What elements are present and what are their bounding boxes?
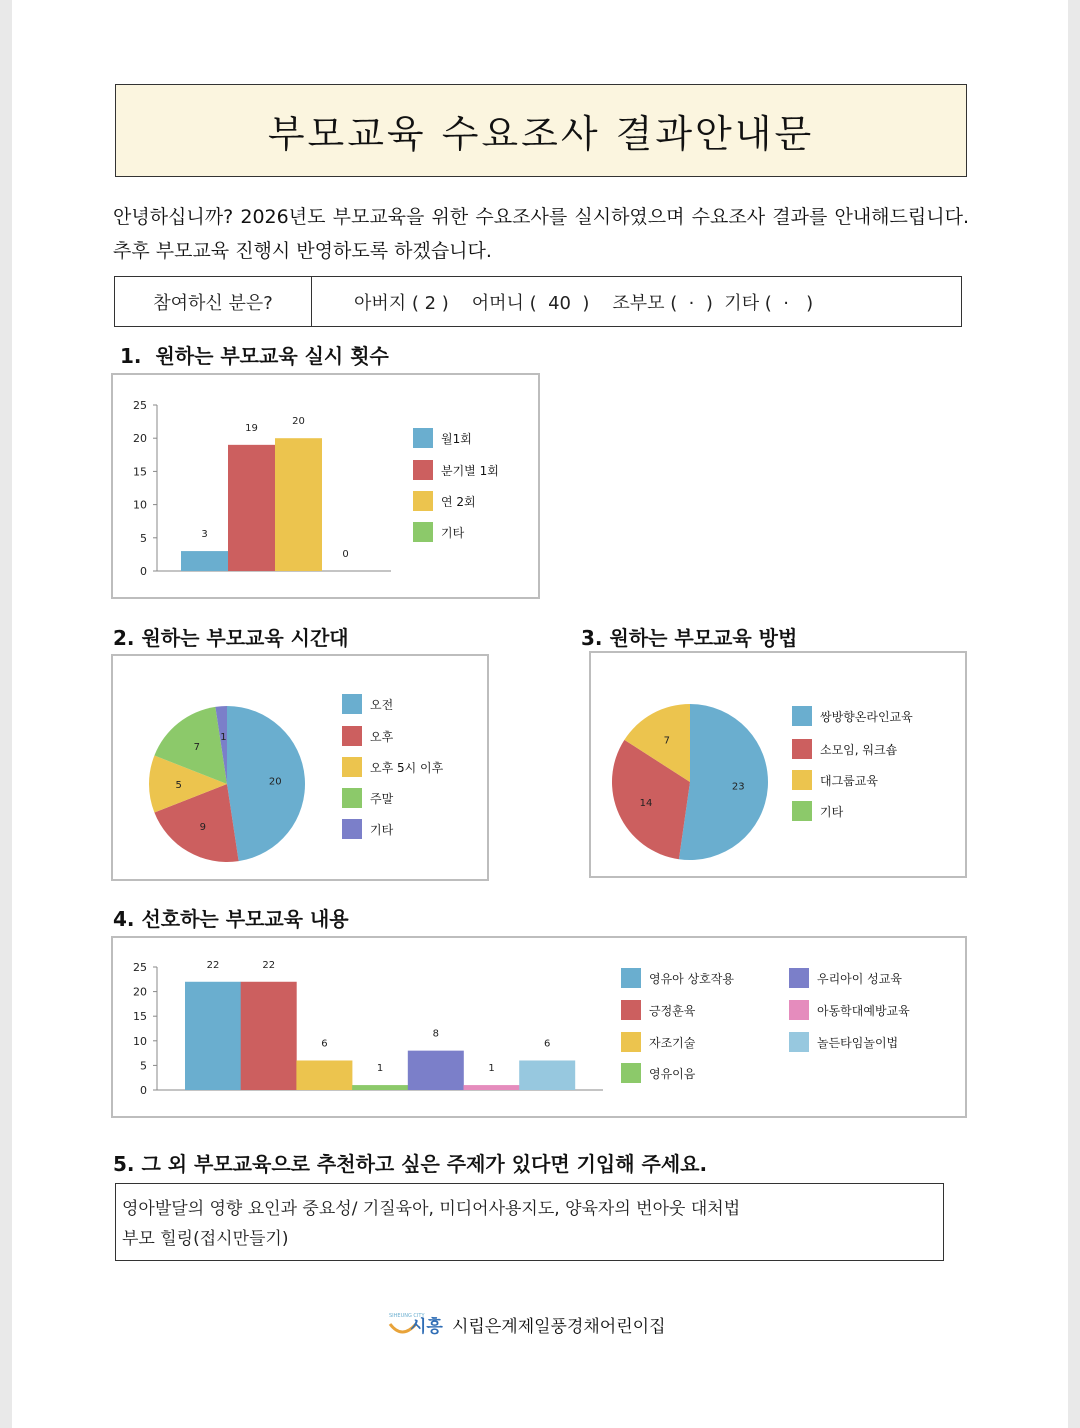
bar	[275, 438, 322, 571]
legend-swatch	[789, 1032, 809, 1052]
legend-item	[413, 491, 476, 511]
data-label: 8	[432, 1028, 439, 1040]
logo-text: 시흥	[410, 1317, 443, 1337]
legend-label: 긍정훈육	[649, 1003, 696, 1018]
bar	[296, 1060, 352, 1090]
legend-label: 우리아이 성교육	[817, 971, 902, 986]
y-tick-label: 5	[140, 1059, 147, 1073]
legend-swatch	[621, 968, 641, 988]
data-label: 22	[262, 959, 276, 971]
section-3-heading: 3. 원하는 부모교육 방법	[581, 626, 798, 650]
data-label: 22	[206, 959, 220, 971]
slice-label: 14	[639, 798, 653, 810]
data-label: 6	[544, 1038, 551, 1050]
legend-item	[342, 694, 393, 714]
legend-label: 놀든타임놀이법	[817, 1035, 899, 1050]
data-label: 20	[292, 416, 305, 428]
legend-label: 소모임, 워크숍	[820, 742, 898, 757]
chart-content	[111, 936, 967, 1118]
legend-item	[413, 460, 499, 480]
legend-swatch	[789, 968, 809, 988]
bar	[228, 445, 275, 571]
legend-label: 기타	[370, 822, 394, 837]
legend-item	[413, 428, 472, 448]
y-tick-label: 0	[140, 1084, 147, 1097]
participants-values: 아버지 ( 2 ) 어머니 ( 40 ) 조부모 ( · ) 기타 ( · )	[354, 292, 814, 314]
data-label: 3	[201, 529, 208, 541]
section-1-heading: 1. 원하는 부모교육 실시 횟수	[120, 344, 389, 368]
legend-swatch	[792, 706, 812, 726]
slice-label: 1	[220, 731, 227, 743]
chart-timeslot	[111, 654, 489, 881]
legend-swatch	[413, 491, 433, 511]
legend-swatch	[789, 1000, 809, 1020]
legend-swatch	[792, 739, 812, 759]
legend-item	[621, 968, 734, 988]
legend-label: 기타	[820, 804, 844, 819]
chart-method	[589, 651, 967, 878]
legend-item	[342, 819, 393, 839]
legend-label: 기타	[441, 525, 465, 540]
y-tick-label: 25	[133, 961, 147, 974]
bar	[464, 1085, 520, 1090]
data-label: 6	[321, 1038, 328, 1050]
legend-item	[792, 801, 843, 821]
y-tick-label: 15	[133, 1010, 147, 1024]
data-label: 19	[245, 422, 258, 434]
legend-label: 쌍방향온라인교육	[820, 709, 913, 724]
y-tick-label: 25	[133, 399, 147, 412]
y-tick-label: 10	[133, 498, 147, 512]
legend-item	[792, 739, 897, 759]
bar	[519, 1060, 575, 1090]
legend-swatch	[342, 726, 362, 746]
legend-label: 월1회	[441, 431, 472, 446]
free-answer-line-2: 부모 힐링(접시만들기)	[122, 1229, 289, 1249]
legend-swatch	[413, 460, 433, 480]
legend-swatch	[413, 428, 433, 448]
free-answer-box	[115, 1183, 944, 1261]
bar	[181, 551, 228, 571]
slice-label: 7	[663, 735, 671, 747]
logo-small-text: SIHEUNG CITY	[389, 1313, 425, 1319]
legend-swatch	[792, 770, 812, 790]
bar	[185, 982, 241, 1090]
legend-item	[342, 726, 393, 746]
slice-label: 5	[175, 780, 182, 791]
slice-label: 20	[268, 776, 282, 788]
legend-item	[792, 770, 878, 790]
legend-label: 대그룹교육	[820, 773, 878, 788]
section-5-heading: 5. 그 외 부모교육으로 추천하고 싶은 주제가 있다면 기입해 주세요.	[113, 1152, 708, 1176]
legend-item	[789, 968, 902, 988]
pie-slice	[679, 704, 768, 860]
slice-label: 23	[731, 781, 745, 793]
chart-svg	[113, 375, 538, 597]
legend-swatch	[342, 819, 362, 839]
legend-label: 오후	[370, 729, 394, 744]
legend-label: 연 2회	[441, 494, 476, 509]
legend-label: 영유이음	[649, 1066, 696, 1081]
y-tick-label: 20	[133, 985, 147, 999]
footer	[388, 1310, 666, 1338]
legend-item	[342, 757, 443, 777]
data-label: 1	[376, 1063, 384, 1075]
legend-item	[621, 1000, 695, 1020]
section-2-heading: 2. 원하는 부모교육 시간대	[113, 626, 349, 650]
legend-item	[621, 1032, 695, 1052]
legend-swatch	[621, 1063, 641, 1083]
y-tick-label: 0	[140, 565, 147, 578]
legend-item	[621, 1063, 695, 1083]
data-label: 1	[488, 1063, 495, 1075]
participants-table	[114, 276, 962, 327]
chart-svg	[113, 938, 965, 1116]
y-tick-label: 20	[133, 432, 147, 446]
siheung-logo-icon	[388, 1310, 448, 1338]
data-label: 0	[342, 549, 349, 560]
legend-item	[342, 788, 393, 808]
chart-svg	[591, 653, 965, 876]
section-4-heading: 4. 선호하는 부모교육 내용	[113, 907, 349, 931]
y-tick-label: 15	[133, 465, 147, 479]
legend-swatch	[621, 1032, 641, 1052]
legend-label: 자조기술	[649, 1035, 696, 1050]
legend-item	[789, 1000, 910, 1020]
slice-label: 9	[199, 821, 207, 833]
intro-paragraph: 안녕하십니까? 2026년도 부모교육을 위한 수요조사를 실시하였으며 수요조사 결과를 안내해드립니다. 추후 부모교육 진행시 반영하도록 하겠습니다.	[113, 206, 969, 262]
legend-swatch	[413, 522, 433, 542]
document-title: 부모교육 수요조사 결과안내문	[115, 84, 967, 177]
legend-swatch	[342, 694, 362, 714]
pie-slice	[227, 706, 305, 861]
legend-label: 영유아 상호작용	[649, 971, 734, 986]
bar	[352, 1085, 408, 1090]
slice-label: 7	[193, 742, 201, 754]
legend-item	[792, 706, 913, 726]
chart-frequency	[111, 373, 540, 599]
legend-label: 오전	[370, 697, 394, 712]
legend-label: 아동학대예방교육	[817, 1003, 910, 1018]
organization-name: 시립은계제일풍경채어린이집	[452, 1316, 666, 1337]
y-tick-label: 10	[133, 1034, 147, 1048]
bar	[408, 1051, 464, 1090]
legend-swatch	[792, 801, 812, 821]
y-tick-label: 5	[140, 531, 147, 545]
legend-swatch	[342, 788, 362, 808]
participants-label: 참여하신 분은?	[115, 277, 312, 326]
legend-label: 오후 5시 이후	[370, 760, 444, 775]
legend-item	[413, 522, 464, 542]
legend-label: 주말	[370, 791, 394, 806]
legend-swatch	[342, 757, 362, 777]
legend-swatch	[621, 1000, 641, 1020]
legend-label: 분기별 1회	[441, 463, 499, 478]
free-answer-line-1: 영아발달의 영향 요인과 중요성/ 기질육아, 미디어사용지도, 양육자의 번아웃 대처법	[122, 1199, 741, 1219]
bar	[241, 982, 297, 1090]
legend-item	[789, 1032, 898, 1052]
